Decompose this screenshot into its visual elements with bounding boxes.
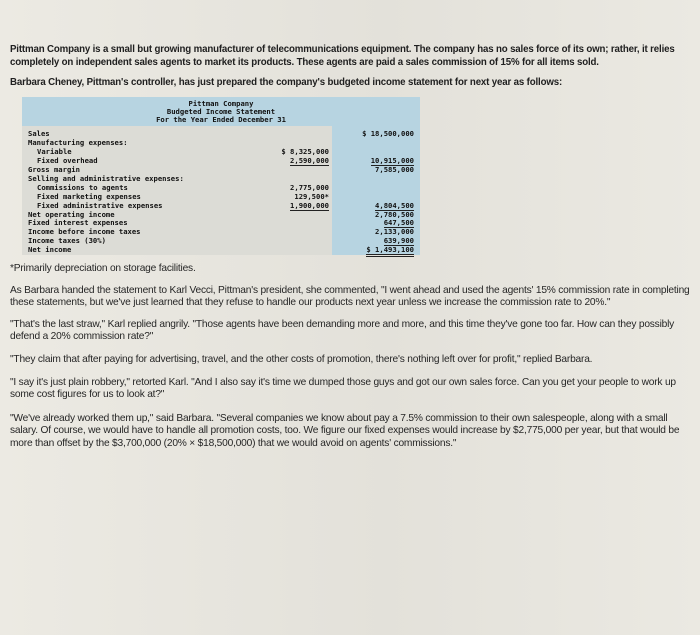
row-total: $ 18,500,000 — [332, 130, 420, 139]
row-total-value: 4,804,500 — [375, 200, 414, 210]
row-label: Fixed interest expenses — [28, 218, 128, 228]
row-total — [332, 139, 420, 148]
statement-row — [22, 237, 420, 246]
row-amount — [255, 219, 332, 228]
row-total-value: 639,900 — [383, 236, 414, 246]
row-label: Fixed overhead — [37, 156, 98, 166]
row-amount — [255, 166, 332, 175]
narrative-paragraph: "I say it's just plain robbery," retorted Karl. "And I also say it's time we dumped those guys and got our own sales force. Can you get your people to work up some cost figures for us to look at?" — [10, 376, 676, 401]
row-amount — [255, 130, 332, 139]
row-amount — [255, 202, 332, 211]
row-label: Net income — [28, 245, 72, 255]
row-total: 7,585,000 — [332, 166, 420, 175]
row-label: Sales — [28, 129, 50, 139]
intro-paragraph: Pittman Company is a small but growing manufacturer of telecommunications equipment. The company has no sales force of its own; rather, it relies completely on independent sales agents to market its products. These agents are paid a sales commission of 15% for all items sold. — [10, 44, 675, 68]
narrative-paragraph: As Barbara handed the statement to Karl Vecci, Pittman's president, she commented, "I went ahead and used the agents' 15% commission rate in completing these statements, but we've just learned that they refuse to handle our products next year unless we increase the commission rate to 20%." — [10, 284, 690, 309]
row-amount: 129,500* — [294, 191, 329, 201]
row-label: Selling and administrative expenses: — [28, 173, 184, 183]
row-amount — [255, 246, 332, 255]
row-total — [332, 175, 420, 184]
statement-footnote: *Primarily depreciation on storage facilities. — [10, 263, 196, 275]
statement-table — [22, 126, 420, 255]
row-label: Gross margin — [28, 165, 80, 175]
statement-title: Budgeted Income Statement — [166, 106, 276, 116]
row-total — [332, 246, 420, 255]
row-amount — [255, 157, 332, 166]
row-label: Variable — [37, 147, 72, 157]
row-amount-value: 2,590,000 — [290, 156, 329, 166]
controller-paragraph: Barbara Cheney, Pittman's controller, has just prepared the company's budgeted income statement for next year as follows: — [10, 77, 563, 88]
row-total-value: $ 1,493,100 — [366, 245, 414, 257]
budgeted-income-statement — [22, 97, 420, 256]
statement-row — [22, 139, 420, 148]
statement-row — [22, 157, 420, 166]
statement-header — [22, 97, 420, 127]
statement-row — [22, 246, 420, 255]
row-label: Manufacturing expenses: — [28, 138, 128, 148]
row-amount — [255, 237, 332, 246]
row-total-value: 10,915,000 — [370, 156, 414, 166]
row-amount — [255, 228, 332, 237]
row-label: Commissions to agents — [37, 182, 128, 192]
row-total: 2,133,000 — [332, 228, 420, 237]
row-label: Fixed marketing expenses — [37, 191, 141, 201]
row-amount-value: 1,900,000 — [290, 200, 329, 210]
statement-company: Pittman Company — [188, 98, 254, 108]
statement-period: For the Year Ended December 31 — [156, 115, 286, 125]
narrative-paragraph: "That's the last straw," Karl replied angrily. "Those agents have been demanding more and more, and this time they've gone too far. How can they possibly defend a 20% commission rate?" — [10, 318, 675, 343]
row-label: Income taxes (30%) — [28, 236, 106, 246]
row-amount — [255, 211, 332, 220]
row-label: Fixed administrative expenses — [37, 200, 163, 210]
row-amount: $ 8,325,000 — [281, 147, 329, 157]
narrative-paragraph: "They claim that after paying for advertising, travel, and the other costs of promotion, there's nothing left over for profit," replied Barbara. — [10, 354, 593, 366]
row-label: Income before income taxes — [28, 227, 141, 237]
row-total-value: 647,500 — [383, 218, 414, 228]
narrative-paragraph: "We've already worked them up," said Barbara. "Several companies we know about pay a 7.5% commission to their own salespeople, along with a small salary. Of course, we would have to handle all promotion costs, too. We figure our fixed expenses would increase by $2,775,000 per year, but that would be more than offset by the $3,700,000 (20% × $18,500,000) that we would avoid on agents' commissions." — [10, 412, 680, 450]
row-total — [332, 184, 420, 193]
row-total: 2,780,500 — [332, 211, 420, 220]
row-amount: 2,775,000 — [290, 182, 329, 192]
row-label: Net operating income — [28, 209, 115, 219]
